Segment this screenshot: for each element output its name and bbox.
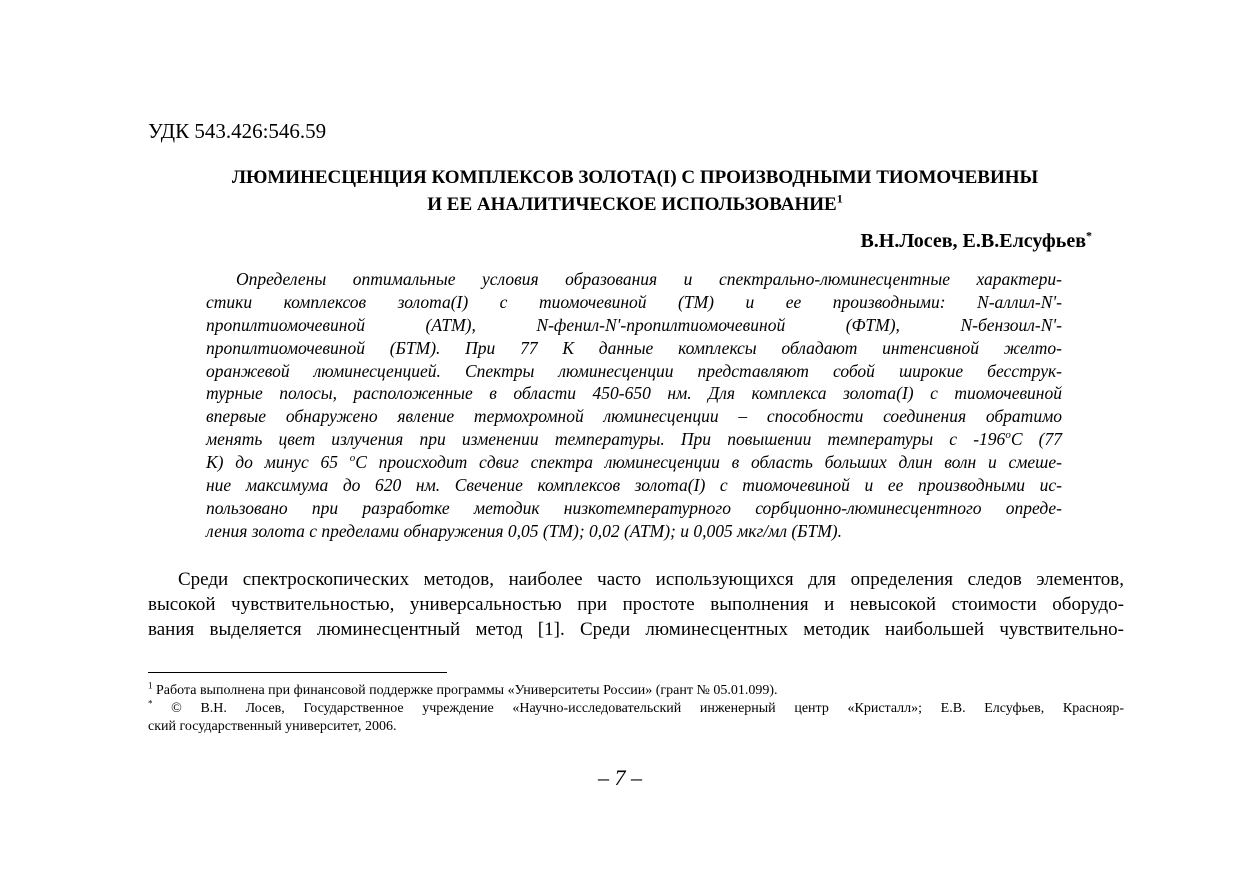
abstract-line: ления золота с пределами обнаружения 0,05 (ТМ); 0,02 (АТМ); и 0,005 мкг/мл (БТМ). <box>206 520 842 541</box>
abstract-line: оранжевой люминесценцией. Спектры люминесценции представляют собой широкие бесструк- <box>206 360 1062 381</box>
abstract-line: пропилтиомочевиной (АТМ), N-фенил-N'-пропилтиомочевиной (ФТМ), N-бензоил-N'- <box>206 314 1062 335</box>
footnote-1-text: Работа выполнена при финансовой поддержке программы «Университеты России» (грант № 05.01.099). <box>152 683 778 698</box>
title-line-2 <box>150 191 1120 218</box>
degree-mark: o <box>1005 429 1011 442</box>
footnote-2-line-1 <box>148 700 1124 718</box>
abstract-line-with-degree <box>206 451 1062 474</box>
udc-code: УДК 543.426:546.59 <box>148 119 327 143</box>
authors-names: В.Н.Лосев, Е.В.Елсуфьев <box>860 230 1086 252</box>
abstract-line-text: К) до минус 65 <box>206 452 350 473</box>
footnote-separator <box>148 672 447 673</box>
abstract-line: Определены оптимальные условия образования и спектрально-люминесцентные характери- <box>236 269 1062 289</box>
abstract-line: впервые обнаружено явление термохромной люминесценции – способности соединения обратимо <box>206 406 1062 427</box>
abstract-line: пропилтиомочевиной (БТМ). При 77 К данные комплексы обладают интенсивной желто- <box>206 337 1062 358</box>
body-line: высокой чувствительностью, универсальностью при простоте выполнения и невысокой стоимости оборудо- <box>148 594 1124 615</box>
footnote-1-mark: 1 <box>148 680 153 691</box>
body-line: Среди спектроскопических методов, наиболее часто использующихся для определения следов элементов, <box>178 569 1124 590</box>
title-footnote-mark: 1 <box>836 191 843 206</box>
footnotes <box>148 682 1124 736</box>
abstract-line-tail: С происходит сдвиг спектра люминесценции в область больших длин волн и смеше- <box>355 452 1062 473</box>
footnote-1 <box>148 682 1124 700</box>
abstract-line: ние максимума до 620 нм. Свечение комплексов золота(I) с тиомочевиной и ее производными ис- <box>206 475 1062 496</box>
body-paragraph <box>148 567 1124 642</box>
abstract-line-with-degree <box>206 428 1062 451</box>
footnote-2-mark: * <box>148 698 153 709</box>
footnote-2-text: © В.Н. Лосев, Государственное учреждение «Научно-исследовательский инженерный центр «Кристалл»; Е.В. Елсуфьев, Краснояр- <box>152 701 1124 716</box>
abstract <box>206 268 1062 543</box>
authors <box>860 228 1092 254</box>
degree-mark: o <box>349 452 356 465</box>
title-line-2-text: И ЕЕ АНАЛИТИЧЕСКОЕ ИСПОЛЬЗОВАНИЕ <box>427 194 837 215</box>
abstract-line: турные полосы, расположенные в области 450-650 нм. Для комплекса золота(I) с тиомочевиной <box>206 383 1062 404</box>
footnote-2-line-2: ский государственный университет, 2006. <box>148 719 397 734</box>
abstract-line-text: менять цвет излучения при изменении температуры. При повышении температуры с -196 <box>206 429 1006 450</box>
abstract-line: пользовано при разработке методик низкотемпературного сорбционно-люминесцентного опреде- <box>206 497 1062 518</box>
abstract-line: стики комплексов золота(I) с тиомочевиной (ТМ) и ее производными: N-аллил-N'- <box>206 291 1062 312</box>
body-line: вания выделяется люминесцентный метод [1]. Среди люминесцентных методик наибольшей чувствительно- <box>148 619 1124 640</box>
article-title <box>150 164 1120 218</box>
page-number: – 7 – <box>598 765 642 790</box>
authors-footnote-mark: * <box>1086 228 1092 243</box>
abstract-line-tail: С (77 <box>1010 429 1063 450</box>
title-line-1: ЛЮМИНЕСЦЕНЦИЯ КОМПЛЕКСОВ ЗОЛОТА(I) С ПРОИЗВОДНЫМИ ТИОМОЧЕВИНЫ <box>231 167 1039 188</box>
